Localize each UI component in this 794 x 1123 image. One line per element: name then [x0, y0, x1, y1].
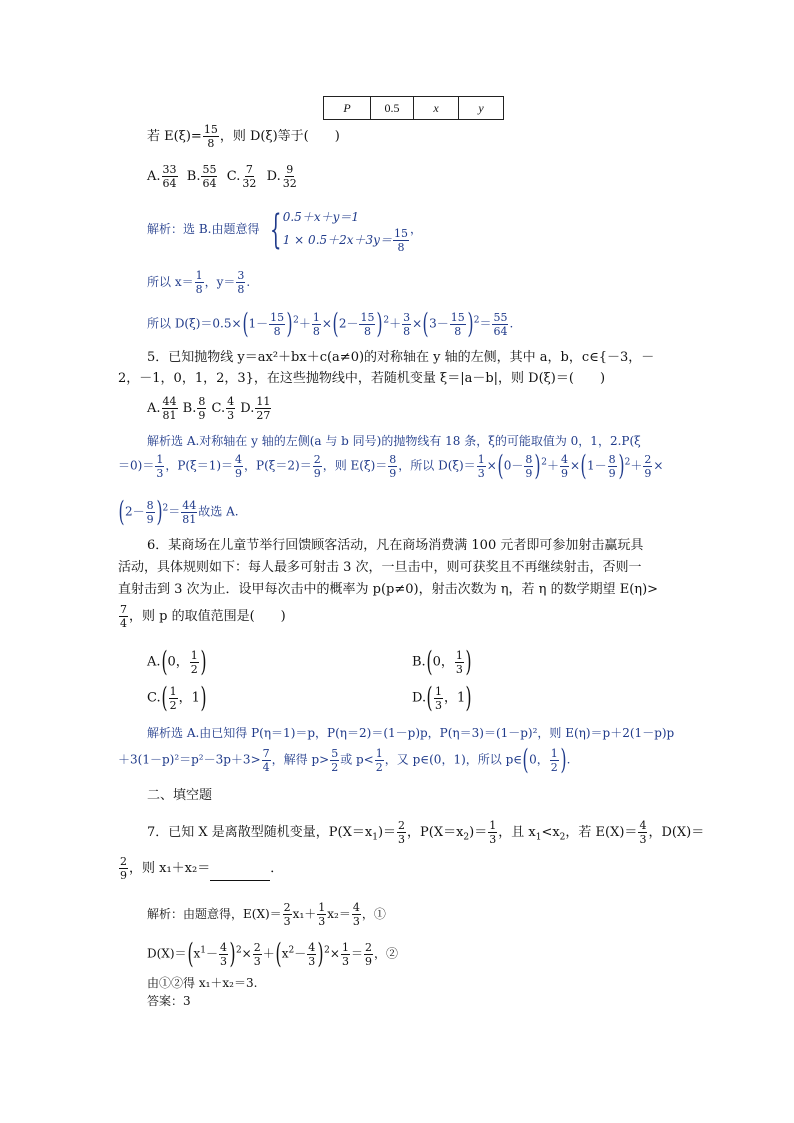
q5-solution-line3: (2－ $\frac{8}{9}$ )$^2$＝ $\frac{44}{81}$ 故选 A. — [118, 495, 239, 528]
q7-solution-line2: $D(X)=(x^1-$ $\frac{4}{3}$ )$^2$× $\frac{2}{3}$ $+(x^2-$ $\frac{4}{3}$ )$^2$× $\frac{1}{3}$ ＝ $\frac{2}{9}$ ，② — [147, 937, 398, 970]
q5-options: A. $\frac{44}{81}$ B. $\frac{8}{9}$ C. $\frac{4}{3}$ D. $\frac{11}{27}$ — [147, 395, 271, 422]
q4-so: 所以 x＝ $\frac{1}{8}$ ，y＝ $\frac{3}{8}$ . — [147, 269, 251, 296]
q6-option-b: B.(0， $\frac{1}{3}$ ) — [412, 645, 472, 678]
answer-blank[interactable] — [210, 868, 270, 881]
section-heading: 二、填空题 — [147, 788, 213, 803]
q5-stem-line1: 5．已知抛物线 y＝ax²＋bx＋c(a≠0)的对称轴在 y 轴的左侧，其中 a，b，c∈{－3，－ — [147, 350, 655, 365]
q6-line3: 直射击到 3 次为止．设甲每次击中的概率为 p(p≠0)，射击次数为 η，若 η 的数学期望 E(η)> — [118, 582, 659, 597]
q6-line2: 活动，具体规则如下：每人最多可射击 3 次，一旦击中，则可获奖且不再继续射击，否则一 — [118, 560, 642, 575]
q7-solution-line3: 由①②得 x₁＋x₂＝3. — [147, 976, 258, 990]
q4-stem: 若 E(ξ)= $\frac{15}{8}$ ，则 D(ξ)等于( ) — [147, 123, 340, 150]
q4-solution: 解析：选 B.由题意得 { 0.5＋x＋y＝1 1 × 0.5＋2x＋3y＝ $\frac{15}{8}$ ， — [147, 206, 422, 254]
table-cell: x — [414, 97, 459, 120]
q6-option-d: D.( $\frac{1}{3}$ ，1) — [412, 681, 472, 714]
q6-line4: $\frac{7}{4}$ ，则 p 的取值范围是( ) — [120, 603, 286, 630]
table-row — [324, 97, 504, 120]
q6-line1: 6．某商场在儿童节举行回馈顾客活动，凡在商场消费满 100 元者即可参加射击赢玩具 — [147, 538, 644, 553]
table-cell: y — [459, 97, 504, 120]
q6-solution-line1: 解析选 A.由已知得 P(η＝1)＝p，P(η＝2)＝(1－p)p，P(η＝3)＝(1－p)²，则 E(η)＝p＋2(1－p)p — [147, 726, 675, 740]
distribution-table — [323, 96, 504, 120]
table-cell: P — [324, 97, 371, 120]
q5-stem-line2: 2，－1，0，1，2，3}，在这些抛物线中，若随机变量 ξ＝|a－b|，则 D(ξ)＝( ) — [118, 371, 606, 386]
q5-solution-line1: 解析选 A.对称轴在 y 轴的左侧(a 与 b 同号)的抛物线有 18 条，ξ的可能取值为 0，1，2.P(ξ — [147, 434, 641, 448]
q6-option-a: A.(0， $\frac{1}{2}$ ) — [147, 645, 207, 678]
q4-variance: 所以 D(ξ)＝0.5×(1－ $\frac{15}{8}$ )$^2$＋ $\frac{1}{8}$ ×(2－ $\frac{15}{8}$ )$^2$＋ $\frac{3}{8}$ ×(3－ $\frac{15}{8}$ )$^2$＝ $\frac{55}{64}$ . — [147, 307, 514, 340]
q6-option-c: C.( $\frac{1}{2}$ ，1) — [147, 681, 207, 714]
q4-options: A. $\frac{33}{64}$ B. $\frac{55}{64}$ C. $\frac{7}{32}$ D. $\frac{9}{32}$ — [147, 163, 297, 190]
q6-solution-line2: ＋3(1－p)²＝p²－3p＋3> $\frac{7}{4}$ ，解得 p> $\frac{5}{2}$ 或 p< $\frac{1}{2}$ ，又 p∈(0，1)，所以 p∈(0， $\frac{1}{2}$ ). — [118, 743, 571, 776]
q7-line2: $\frac{2}{9}$ ，则 x₁＋x₂＝ ． — [120, 855, 284, 882]
table-cell: 0.5 — [371, 97, 414, 120]
q7-line1: 7．已知 X 是离散型随机变量，$P(X=x_1)=$ $\frac{2}{3}$ ，$P(X=x_2)=$ $\frac{1}{3}$ ，且 $x_1<x_2$，若 E(X)＝ $\frac{4}{3}$ ，D(X)＝ — [147, 819, 705, 846]
q5-solution-line2: ＝0)＝ $\frac{1}{3}$ ，P(ξ＝1)＝ $\frac{4}{9}$ ，P(ξ＝2)＝ $\frac{2}{9}$ ，则 E(ξ)＝ $\frac{8}{9}$ ，所以 D(ξ)＝ $\frac{1}{3}$ ×(0－ $\frac{8}{9}$ )$^2$＋ $\frac{4}{9}$ ×(1－ $\frac{8}{9}$ )$^2$＋ $\frac{2}{9}$ × — [118, 449, 664, 482]
q7-solution-line1: 解析：由题意得，E(X)＝ $\frac{2}{3}$ x₁＋ $\frac{1}{3}$ x₂＝ $\frac{4}{3}$ ，① — [147, 901, 386, 928]
q7-answer: 答案：3 — [147, 994, 191, 1008]
